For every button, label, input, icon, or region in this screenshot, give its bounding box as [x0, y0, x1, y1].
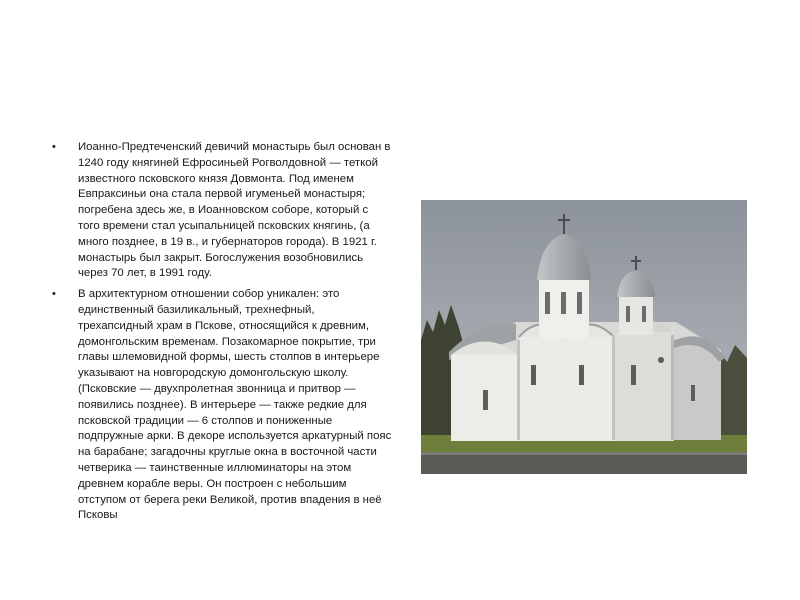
bullet-list [52, 140, 392, 524]
bullet-text: Иоанно-Предтеченский девичий монастырь был основан в 1240 году княгиней Ефросиньей Рогволдовной — теткой известного псковского князя Довмонта. Под именем Евпраксиньи она стала первой игуменьей монастыря; погребена здесь же, в Иоанновском соборе, который с того времени стал усыпальницей псковских княгинь, (а много позднее, в 19 в., и губернаторов города). В 1921 г. монастырь был закрыт. Богослужения возобновились через 70 лет, в 1991 году. [78, 141, 391, 280]
bullet-item-architecture [52, 287, 392, 524]
church-photo [421, 200, 747, 474]
church-photo-icon [421, 200, 747, 474]
bullet-text: В архитектурном отношении собор уникален: это единственный базиликальный, трехнефный, трехапсидный храм в Пскове, относящийся к древним, домонгольским временам. Позакомарное покрытие, три главы шлемовидной формы, шесть столпов в интерьере указывают на новгородскую домонгольскую школу. (Псковские — двухпролетная звонница и притвор — появились позднее). В интерьере — также редкие для псковской традиции — 6 столпов и пониженные подпружные арки. В декоре используется аркатурный пояс на барабане; загадочны круглые окна в восточной части четверика — таинственные иллюминаторы на этом древнем корабле веры. Он построен с небольшим отступом от берега реки Великой, против впадения в неё Псковы [78, 288, 392, 522]
bullet-icon: • [52, 141, 56, 153]
text-column [52, 140, 392, 529]
bullet-icon: • [52, 288, 56, 301]
bullet-item-history [52, 140, 392, 282]
